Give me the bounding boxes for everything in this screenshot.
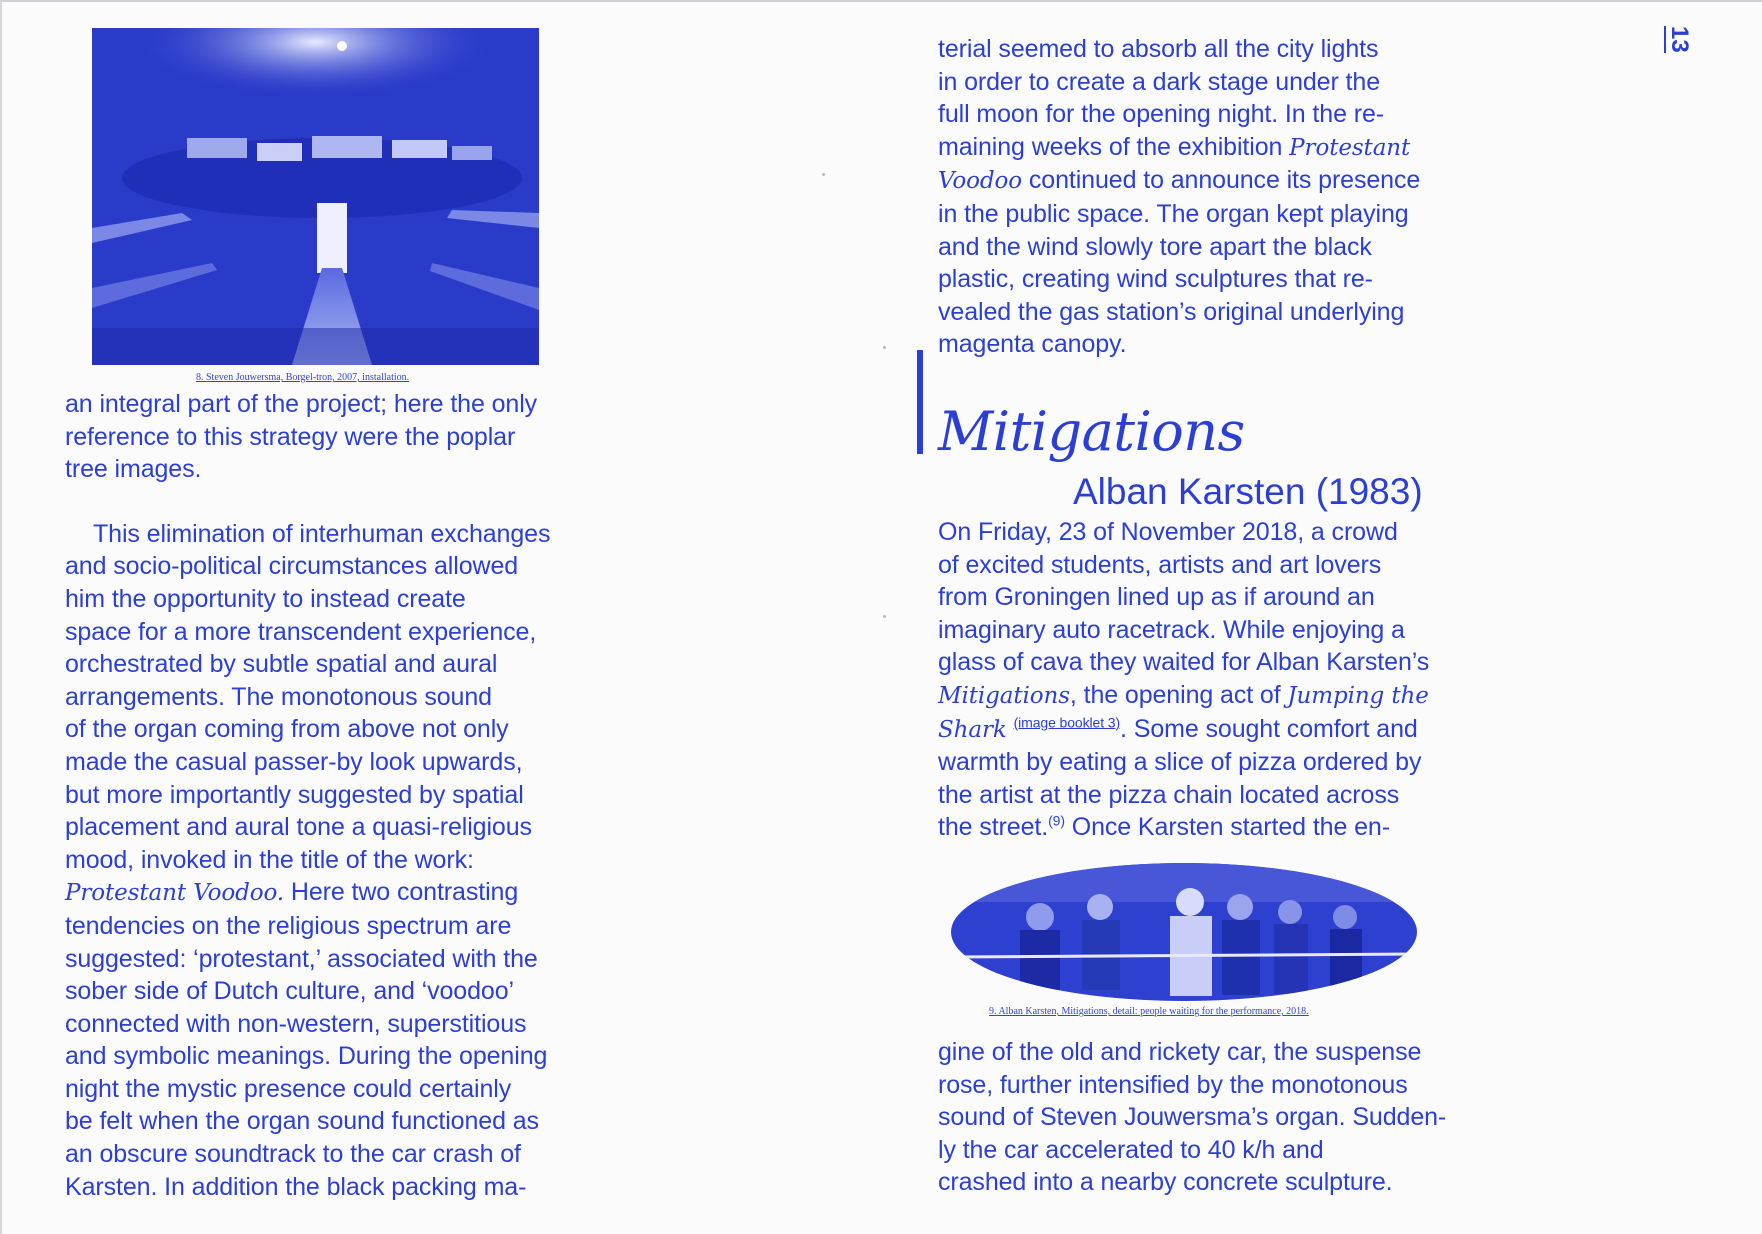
text-line: in the public space. The organ kept playing xyxy=(938,199,1409,228)
footnote-marker: (9) xyxy=(1048,813,1065,830)
page-number-text: 13 xyxy=(1666,26,1693,53)
text-line: magenta canopy. xyxy=(938,330,1127,359)
text-line xyxy=(938,131,1458,165)
text-line: sober side of Dutch culture, and ‘voodoo’ xyxy=(65,977,514,1006)
figure-9-caption: 9. Alban Karsten, Mitigations, detail: people waiting for the performance, 2018. xyxy=(989,1006,1309,1017)
text-line: plastic, creating wind sculptures that re- xyxy=(938,265,1373,294)
text-line xyxy=(938,713,1458,747)
text-line: sound of Steven Jouwersma’s organ. Sudden- xyxy=(938,1103,1447,1132)
figure-9-image xyxy=(950,862,1418,1002)
crowd-photo xyxy=(950,862,1418,1002)
text-line: made the casual passer-by look upwards, xyxy=(65,747,523,776)
text-run: maining weeks of the exhibition xyxy=(938,132,1290,161)
text-line xyxy=(65,876,585,910)
text-line: ly the car accelerated to 40 k/h and xyxy=(938,1135,1324,1164)
text-line: connected with non-western, superstitious xyxy=(65,1009,527,1038)
right-column-body xyxy=(938,516,1458,844)
print-speck xyxy=(883,615,886,618)
section-bar xyxy=(917,350,923,454)
text-line: glass of cava they waited for Alban Karsten’s xyxy=(938,648,1430,677)
text-line: space for a more transcendent experience, xyxy=(65,617,537,646)
text-line: night the mystic presence could certainly xyxy=(65,1074,512,1103)
text-line: placement and aural tone a quasi-religious xyxy=(65,813,532,842)
text-line xyxy=(938,811,1458,844)
work-title: Protestant Voodoo. xyxy=(65,880,285,907)
text-line: On Friday, 23 of November 2018, a crowd xyxy=(938,518,1398,546)
text-line: mood, invoked in the title of the work: xyxy=(65,845,474,874)
booklet-reference: (image booklet 3) xyxy=(1013,714,1121,731)
work-title: Shark xyxy=(938,716,1007,743)
section-subheading: Alban Karsten (1983) xyxy=(1073,471,1423,512)
text-line xyxy=(938,164,1458,198)
text-line: of excited students, artists and art lovers xyxy=(938,550,1382,579)
text-line: This elimination of interhuman exchanges xyxy=(93,519,551,548)
text-run: , the opening act of xyxy=(1069,680,1288,709)
text-line: and symbolic meanings. During the opening xyxy=(65,1042,548,1071)
text-line: reference to this strategy were the poplar xyxy=(65,422,516,451)
text-run: the street. xyxy=(938,813,1049,842)
work-title: Jumping the xyxy=(1287,682,1429,709)
text-run: continued to announce its presence xyxy=(1022,166,1421,195)
text-line: an obscure soundtrack to the car crash of xyxy=(65,1140,521,1169)
text-line: warmth by eating a slice of pizza ordered by xyxy=(938,748,1422,777)
right-column-bottom xyxy=(938,1036,1458,1199)
text-line: an integral part of the project; here the only xyxy=(65,390,538,418)
text-line: but more importantly suggested by spatial xyxy=(65,780,524,809)
text-run: Here two contrasting xyxy=(284,878,519,907)
left-column xyxy=(65,388,585,1203)
text-line: tendencies on the religious spectrum are xyxy=(65,911,512,940)
text-run: . Some sought comfort and xyxy=(1120,714,1418,743)
text-run: Once Karsten started the en- xyxy=(1064,813,1390,842)
work-title: Protestant xyxy=(1289,134,1411,161)
text-line: from Groningen lined up as if around an xyxy=(938,583,1375,612)
print-speck xyxy=(822,173,825,176)
text-line: him the opportunity to instead create xyxy=(65,584,466,613)
text-line: and socio-political circumstances allowed xyxy=(65,552,519,581)
text-line: orchestrated by subtle spatial and aural xyxy=(65,650,498,679)
text-line: imaginary auto racetrack. While enjoying a xyxy=(938,615,1405,644)
text-line: full moon for the opening night. In the re- xyxy=(938,100,1384,129)
right-column-top xyxy=(938,33,1458,361)
text-line: be felt when the organ sound functioned as xyxy=(65,1107,539,1136)
text-line: vealed the gas station’s original underlying xyxy=(938,297,1405,326)
text-line: suggested: ‘protestant,’ associated with the xyxy=(65,944,538,973)
text-line: the artist at the pizza chain located across xyxy=(938,780,1400,809)
text-line: and the wind slowly tore apart the black xyxy=(938,232,1372,261)
text-line: gine of the old and rickety car, the suspense xyxy=(938,1038,1422,1066)
figure-8-image xyxy=(92,28,539,365)
text-line: crashed into a nearby concrete sculpture. xyxy=(938,1168,1393,1197)
page-number xyxy=(1665,26,1693,53)
text-line: of the organ coming from above not only xyxy=(65,715,509,744)
text-line xyxy=(938,679,1458,713)
work-title: Mitigations xyxy=(938,682,1070,709)
text-line: arrangements. The monotonous sound xyxy=(65,682,492,711)
text-line: terial seemed to absorb all the city lights xyxy=(938,35,1379,63)
installation-photo xyxy=(92,28,539,365)
text-line: in order to create a dark stage under the xyxy=(938,67,1381,96)
figure-8-caption: 8. Steven Jouwersma, Borgel-tron, 2007, installation. xyxy=(196,372,410,383)
text-line: tree images. xyxy=(65,455,202,484)
work-title: Voodoo xyxy=(938,168,1023,195)
print-speck xyxy=(883,346,886,349)
section-heading: Mitigations xyxy=(938,400,1245,463)
text-line: Karsten. In addition the black packing ma- xyxy=(65,1172,527,1201)
text-line: rose, further intensified by the monotonous xyxy=(938,1070,1408,1099)
